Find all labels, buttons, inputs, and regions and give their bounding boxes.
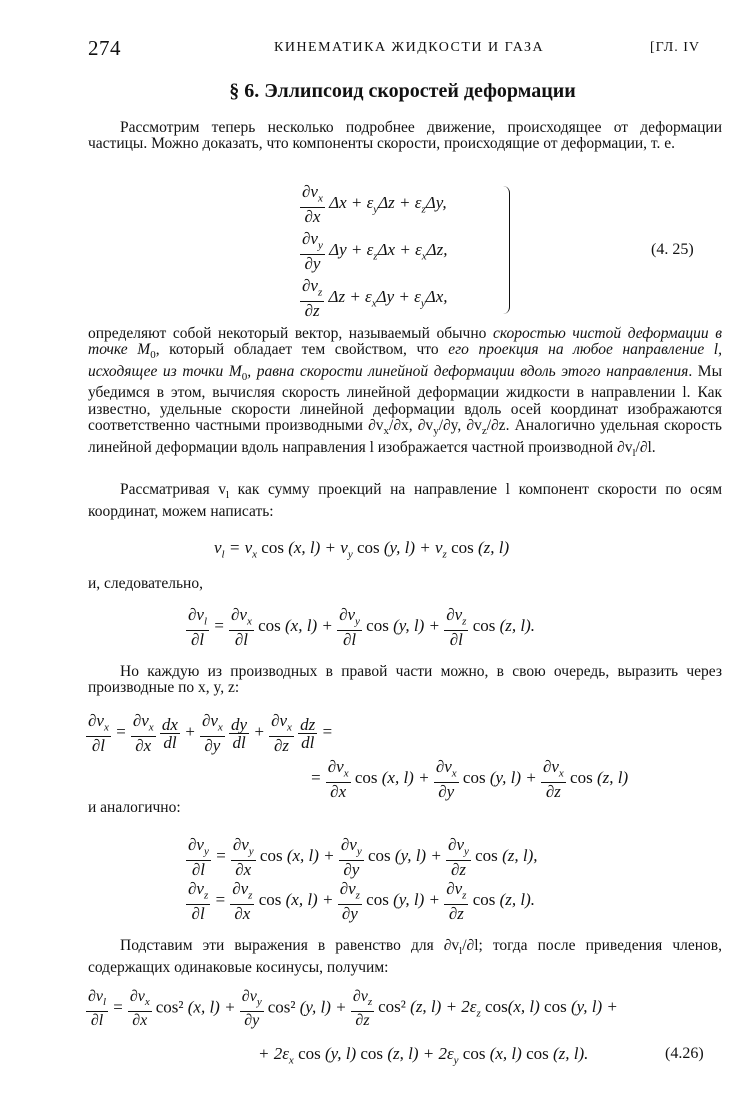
paragraph-7: Подставим эти выражения в равенство для $\partial v_l/\partial l$; тогда после приведения членов, содержащих одинаковые косинусы, получим: <box>88 937 722 976</box>
eq-dvl-dl: $\frac{\partial v_l}{\partial l}$ = $\frac{\partial v_x}{\partial l}$ cos (x, l) + $\frac{\partial v_y}{\partial l}$ cos (y, l) + $\frac{\partial v_z}{\partial l}$ cos (z, l). <box>188 605 536 650</box>
paragraph-1 <box>88 120 722 153</box>
eq-dvx-dl-chain: $\frac{\partial v_x}{\partial l}$ = $\frac{\partial v_x}{\partial x}$ $\frac{dx}{dl}$ + $\frac{\partial v_x}{\partial y}$ $\frac{dy}{dl}$ + $\frac{\partial v_x}{\partial z}$ $\frac{dz}{dl}$ = <box>88 711 334 756</box>
eq-425-line-2: $\frac{\partial v_y}{\partial y}$ $\Delta y + \varepsilon_z\Delta x + \varepsilon_x\Delta z$, <box>302 229 448 274</box>
page-number: 274 <box>88 36 121 60</box>
eq-426-line-1: $\frac{\partial v_l}{\partial l}$ = $\frac{\partial v_x}{\partial x}$ cos² (x, l) + $\frac{\partial v_y}{\partial y}$ cos² (y, l) + $\frac{\partial v_z}{\partial z}$ cos² (z, $l) + 2\varepsilon_z$ cos(x, l) cos (y, l) + <box>88 988 618 1030</box>
paragraph-6 <box>88 800 722 816</box>
paragraph-5 <box>88 664 722 697</box>
paragraph-5-text: Но каждую из производных в правой части можно, в свою очередь, выразить через производные по x, y, z: <box>88 663 722 697</box>
eq-425-line-3: $\frac{\partial v_z}{\partial z}$ $\Delta z + \varepsilon_x\Delta y + \varepsilon_y\Delta x$, <box>302 276 448 321</box>
eq-vl-projection: $v_l = v_x$ cos (x, $l) + v_y$ cos (y, $l) + v_z$ cos (z, l) <box>214 538 510 561</box>
chapter-label: [ГЛ. IV <box>650 40 700 55</box>
eq-426-line-2: + $2\varepsilon_x$ cos (y, l) cos (z, $l) + 2\varepsilon_y$ cos (x, l) cos (z, l). <box>258 1044 589 1067</box>
eq-dvy-dl: $\frac{\partial v_y}{\partial l}$ = $\frac{\partial v_y}{\partial x}$ cos (x, l) + $\frac{\partial v_y}{\partial y}$ cos (y, l) + $\frac{\partial v_y}{\partial z}$ cos (z, l), <box>188 835 538 880</box>
running-title: КИНЕМАТИКА ЖИДКОСТИ И ГАЗА <box>274 40 545 55</box>
equation-brace <box>503 186 510 314</box>
paragraph-2: определяют собой некоторый вектор, называемый обычно скоростью чистой деформации в точке $M_0$, который обладает тем свойством, что его проекция на любое направление l, исходящее из точки $M_0$, равна скорости линейной деформации вдоль этого направления. Мы убедимся в этом, вычисляя скорость линейной деформации жидкости в направлении l. Как известно, удельные скорости линейной деформации вдоль осей координат изображаются соответственно частными производными $\partial v_x/\partial x$, $\partial v_y/\partial y$, $\partial v_z/\partial z$. Аналогично удельная скорость линейной деформации вдоль направления l изображается частной производной $\partial v_l/\partial l$. <box>88 325 722 459</box>
paragraph-3: Рассматривая $v_l$ как сумму проекций на направление l компонент скорости по осям координат, можем написать: <box>88 481 723 520</box>
eq-425-line-1: $\frac{\partial v_x}{\partial x}$ $\Delta x + \varepsilon_y\Delta z + \varepsilon_z\Delta y$, <box>302 182 447 227</box>
equation-number-426: (4.26) <box>665 1045 704 1062</box>
eq-dvz-dl: $\frac{\partial v_z}{\partial l}$ = $\frac{\partial v_z}{\partial x}$ cos (x, l) + $\frac{\partial v_z}{\partial y}$ cos (y, l) + $\frac{\partial v_z}{\partial z}$ cos (z, l). <box>188 879 536 924</box>
eq-dvx-dl-result: = $\frac{\partial v_x}{\partial x}$ cos (x, l) + $\frac{\partial v_x}{\partial y}$ cos (y, l) + $\frac{\partial v_x}{\partial z}$ cos (z, l) <box>310 757 629 802</box>
paragraph-4-text: и, следовательно, <box>88 575 203 592</box>
paragraph-1-text: Рассмотрим теперь несколько подробнее движение, происходящее от деформации частицы. Можно доказать, что компоненты скорости, происходящие от деформации, т. е. <box>88 119 722 153</box>
equation-number-425: (4. 25) <box>651 241 694 258</box>
section-title: § 6. Эллипсоид скоростей деформации <box>229 80 576 102</box>
paragraph-4 <box>88 576 722 592</box>
paragraph-6-text: и аналогично: <box>88 799 181 816</box>
